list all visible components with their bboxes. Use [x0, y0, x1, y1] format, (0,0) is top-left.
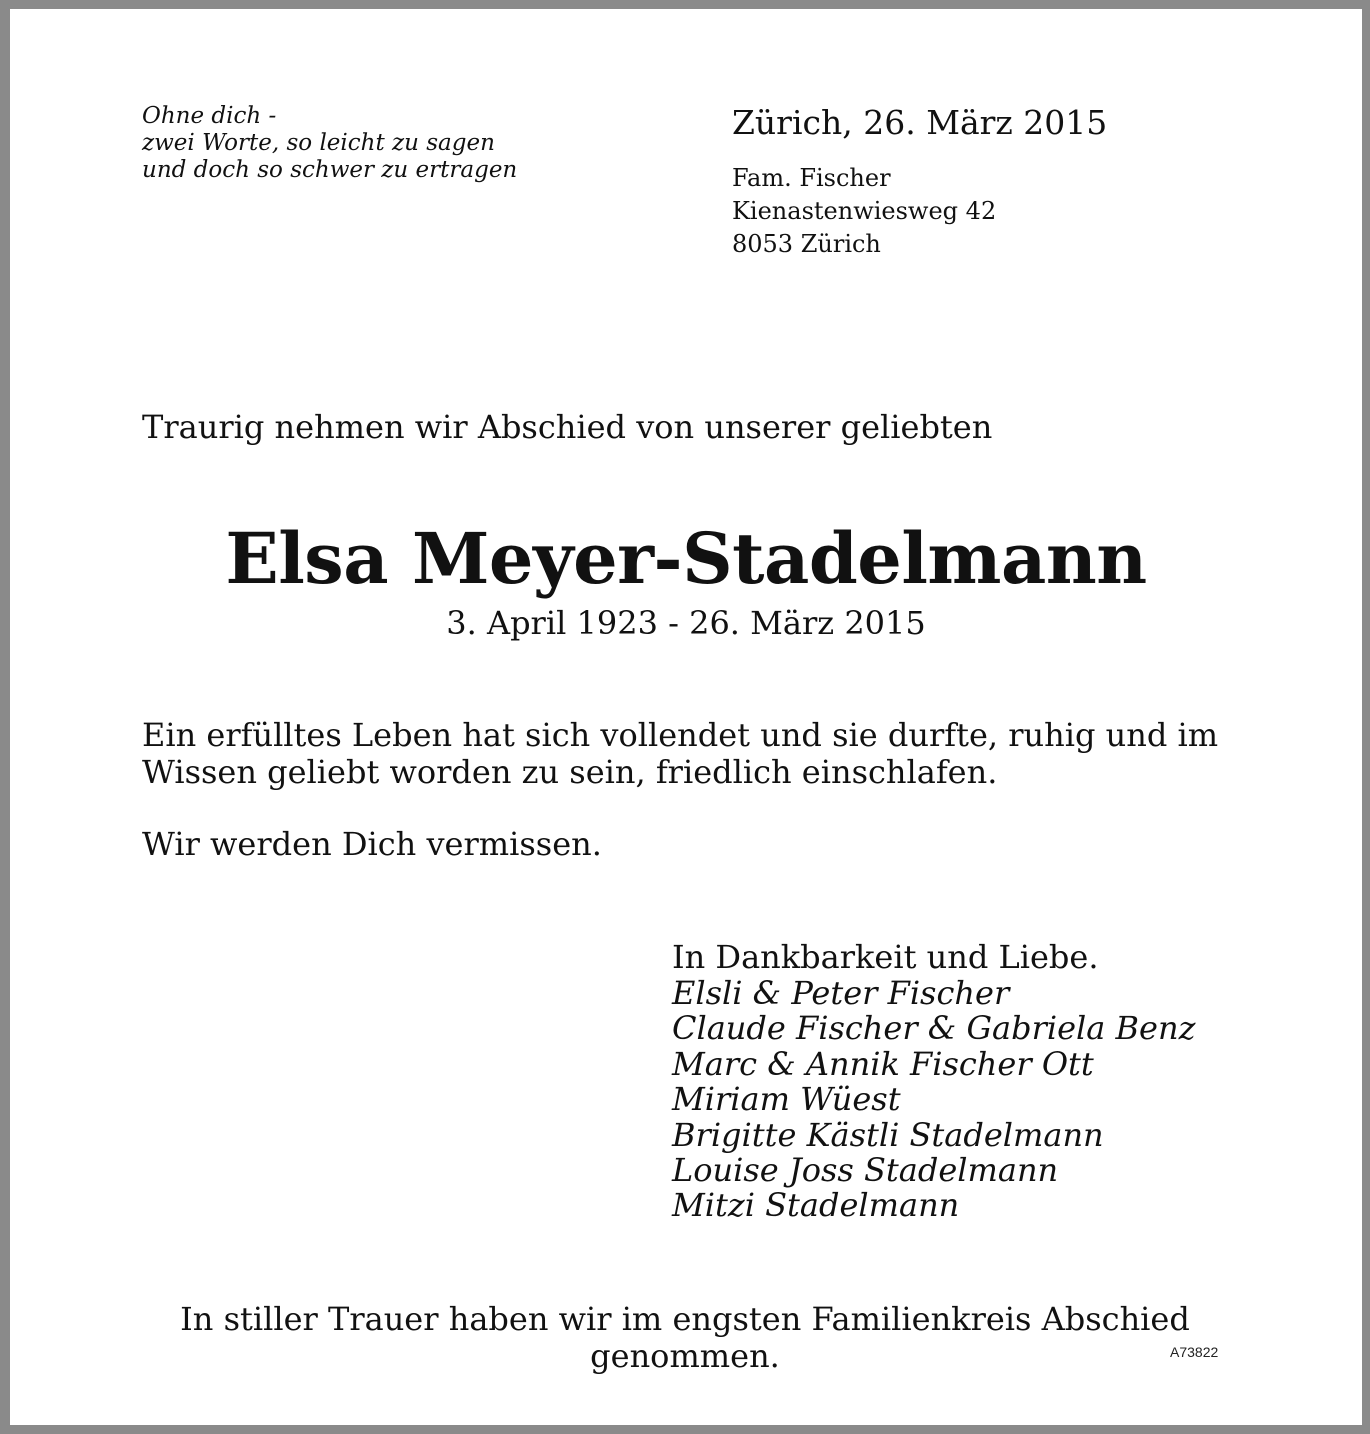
address-line: Kienastenwiesweg 42 — [732, 197, 997, 225]
signoff-intro: In Dankbarkeit und Liebe. — [672, 938, 1099, 976]
signer-name: Miriam Wüest — [672, 1080, 901, 1119]
quote-line: Ohne dich - — [142, 103, 277, 129]
obituary-page — [10, 9, 1362, 1425]
signer-name: Louise Joss Stadelmann — [672, 1151, 1059, 1190]
signer-name: Mitzi Stadelmann — [672, 1186, 960, 1225]
signer-name: Elsli & Peter Fischer — [672, 974, 1010, 1012]
life-dates: 3. April 1923 - 26. März 2015 — [446, 604, 926, 642]
body-paragraph: Ein erfülltes Leben hat sich vollendet und sie durfte, ruhig und im Wissen geliebt worden zu sein, friedlich einschlafen. — [142, 716, 1219, 791]
family-address — [732, 162, 996, 261]
address-line: Fam. Fischer — [732, 164, 891, 192]
intro-text: Traurig nehmen wir Abschied von unserer geliebten — [142, 408, 993, 446]
opening-quote — [142, 103, 517, 184]
address-line: 8053 Zürich — [732, 230, 881, 258]
deceased-name: Elsa Meyer-Stadelmann — [225, 517, 1147, 600]
signer-name: Claude Fischer & Gabriela Benz — [672, 1009, 1196, 1048]
quote-line: und doch so schwer zu ertragen — [142, 157, 518, 183]
signer-name: Brigitte Kästli Stadelmann — [672, 1115, 1104, 1154]
farewell-text: Wir werden Dich vermissen. — [142, 825, 602, 863]
quote-line: zwei Worte, so leicht zu sagen — [142, 130, 495, 156]
closing-text: In stiller Trauer haben wir im engsten Familienkreis Abschied genommen. — [180, 1300, 1190, 1375]
reference-code: A73822 — [1170, 1344, 1219, 1360]
signer-list — [672, 976, 1195, 1224]
signer-name: Marc & Annik Fischer Ott — [672, 1044, 1094, 1083]
place-date: Zürich, 26. März 2015 — [732, 103, 1108, 142]
